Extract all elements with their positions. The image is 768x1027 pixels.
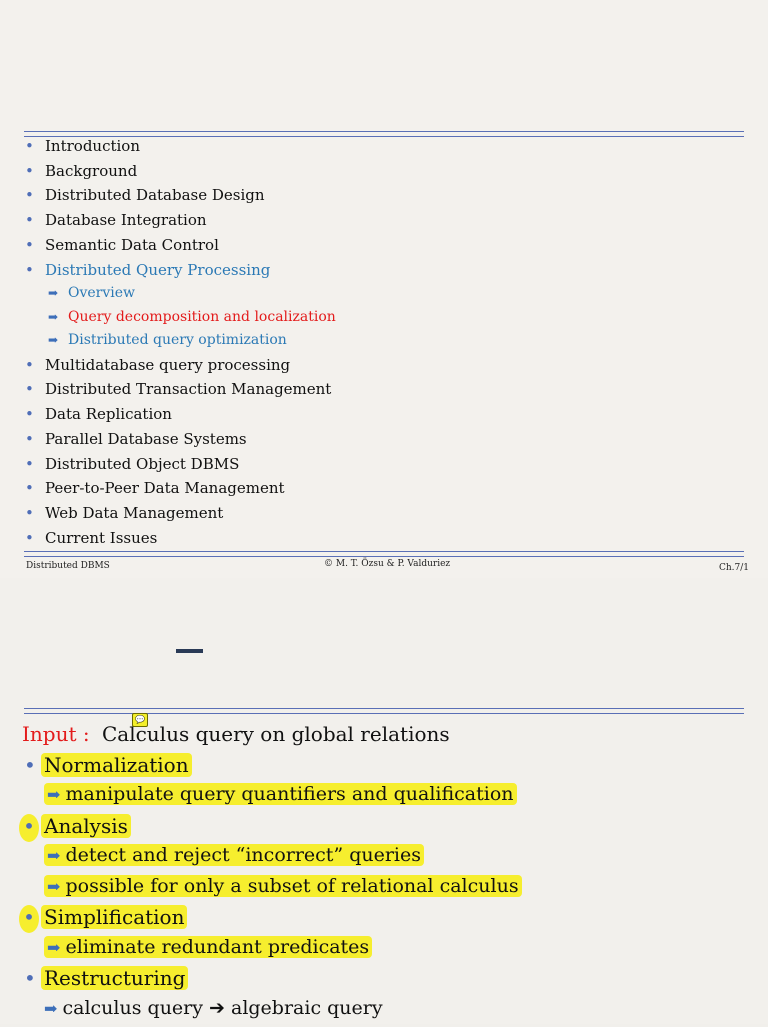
bullet-icon: • [19,814,39,842]
steps-list [22,753,522,1027]
outline-label: Data Replication [45,405,172,423]
outline-label: Distributed Transaction Management [45,380,331,398]
arrow-icon: ➡ [48,329,58,353]
bullet-icon: • [25,476,34,501]
step-item [22,905,522,936]
input-text: Calculus query on global relations [102,722,450,746]
outline-item [24,353,336,378]
bullet-icon: • [25,452,34,477]
bullet-icon: • [25,233,34,258]
step-label: Restructuring [41,966,188,990]
step-label: Analysis [41,814,131,838]
outline-item [24,258,336,283]
input-label: Input : [22,722,90,746]
outline-label: Database Integration [45,211,207,229]
outline-list [24,134,336,550]
bullet-icon: • [25,427,34,452]
bullet-icon: • [25,134,34,159]
arrow-icon: ➡ [47,938,66,957]
step-label: Simplification [41,905,187,929]
outline-item [24,377,336,402]
outline-item [24,233,336,258]
outline-item [24,183,336,208]
outline-subitem [24,282,336,306]
step-item [22,814,522,845]
footer-right: Ch.7/1 [719,563,749,573]
step-sub-label: manipulate query quantifiers and qualification [66,783,514,805]
outline-label: Distributed query optimization [68,332,287,348]
step-sub-wrapper [44,844,424,866]
slide2-content [22,722,522,1027]
step-sub-label: eliminate redundant predicates [66,936,370,958]
step-subitem [22,936,522,967]
bullet-icon: • [25,402,34,427]
arrow-icon: ➡ [48,306,58,330]
step-sub-label: possible for only a subset of relational calculus [66,875,519,897]
outline-item [24,427,336,452]
step-item [22,966,522,997]
step-sub-wrapper [44,783,517,805]
step-label: Normalization [41,753,192,777]
footer-center: © M. T. Özsu & P. Valduriez [324,559,450,569]
outline-label: Current Issues [45,529,157,547]
outline-item [24,208,336,233]
arrow-icon: ➡ [48,282,58,306]
step-item [22,753,522,784]
bullet-icon: • [25,353,34,378]
outline-label: Overview [68,285,135,301]
bullet-icon: • [24,753,36,777]
step-subitem [22,783,522,814]
outline-subitem [24,306,336,330]
outline-item [24,159,336,184]
step-subitem [22,844,522,875]
arrow-icon: ➡ [44,999,63,1018]
outline-item [24,501,336,526]
arrow-icon: ➡ [47,846,66,865]
outline-label: Semantic Data Control [45,236,219,254]
step-subitem [22,997,522,1027]
outline-item [24,526,336,551]
arrow-icon: ➡ [47,877,66,896]
comment-icon[interactable]: 💬 [132,713,148,727]
outline-label: Distributed Object DBMS [45,455,239,473]
outline-label: Parallel Database Systems [45,430,247,448]
outline-label: Introduction [45,137,140,155]
input-line [22,722,522,753]
bullet-icon: • [25,377,34,402]
step-sub-label: calculus query ➔ algebraic query [63,997,383,1019]
outline-label: Web Data Management [45,504,223,522]
outline-label: Query decomposition and localization [68,309,336,325]
outline-label: Distributed Query Processing [45,261,270,279]
bullet-icon: • [25,208,34,233]
outline-item [24,402,336,427]
title-dash [176,649,203,653]
outline-label: Background [45,162,137,180]
outline-item [24,134,336,159]
outline-subitem [24,329,336,353]
outline-label: Distributed Database Design [45,186,265,204]
step-sub-wrapper [44,997,383,1019]
bullet-icon: • [19,905,39,933]
outline-item [24,452,336,477]
bullet-icon: • [24,966,36,990]
step-sub-wrapper [44,875,522,897]
bullet-icon: • [25,183,34,208]
footer-left: Distributed DBMS [26,561,110,571]
arrow-icon: ➡ [47,785,66,804]
step-sub-wrapper [44,936,372,958]
outline-label: Peer-to-Peer Data Management [45,479,285,497]
outline-label: Multidatabase query processing [45,356,290,374]
bullet-icon: • [25,159,34,184]
outline-item [24,476,336,501]
step-sub-label: detect and reject “incorrect” queries [66,844,422,866]
bottom-rule [24,551,744,557]
bullet-icon: • [25,501,34,526]
bullet-icon: • [25,526,34,551]
step-subitem [22,875,522,906]
bullet-icon: • [25,258,34,283]
